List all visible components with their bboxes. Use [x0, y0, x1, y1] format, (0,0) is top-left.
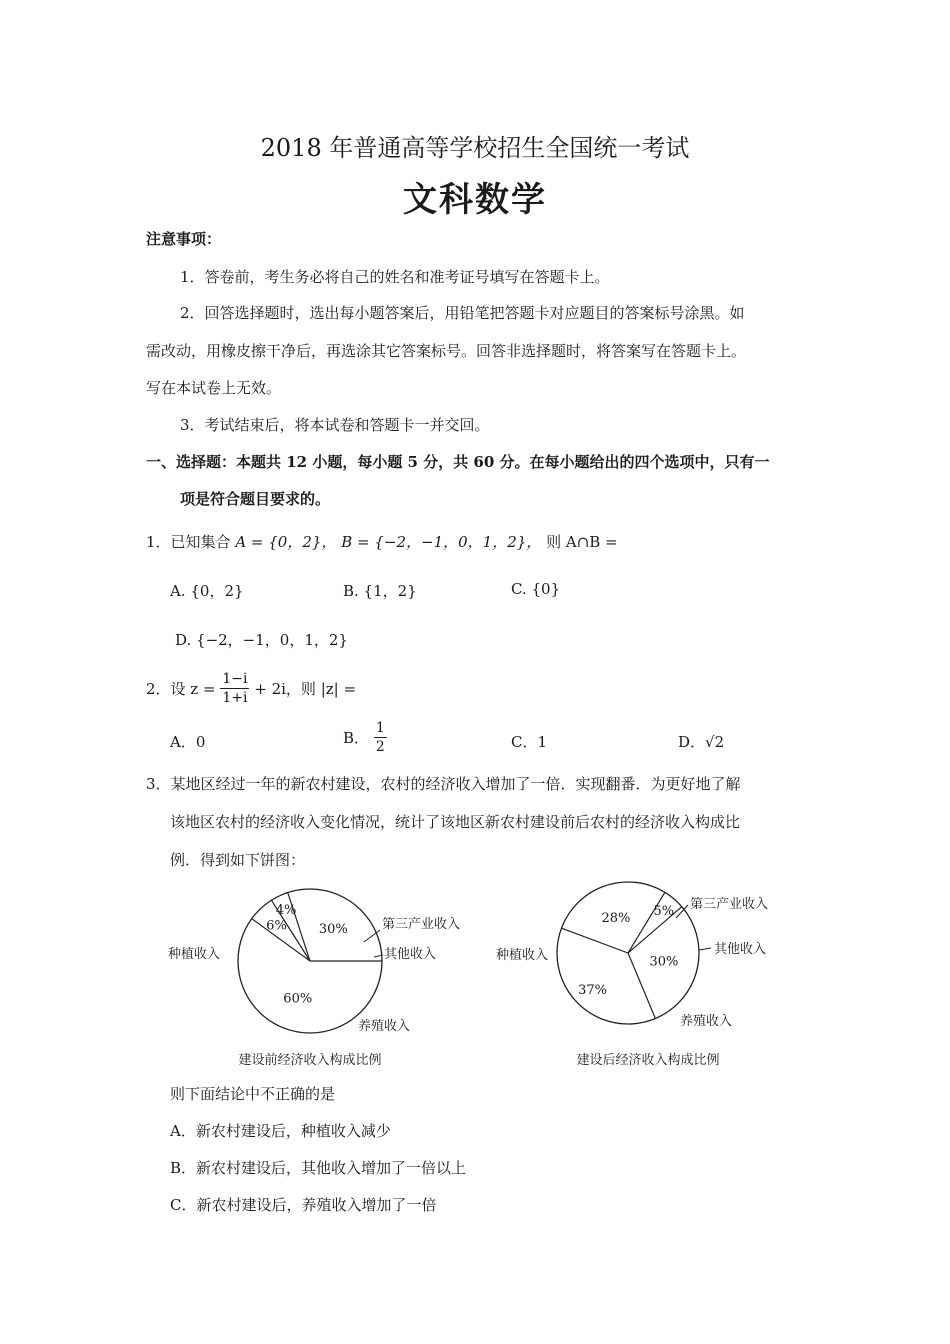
question-2-option-d: D．√2 — [678, 733, 725, 751]
question-3-option-b: B．新农村建设后，其他收入增加了一倍以上 — [170, 1159, 467, 1177]
question-1-set-a: A = {0，2}， — [235, 533, 337, 551]
exam-title: 2018 年普通高等学校招生全国统一考试 — [260, 134, 690, 162]
pie-after-category-2: 其他收入 — [714, 942, 767, 957]
question-2-option-b-fraction — [374, 719, 387, 756]
pie-after-category-1: 第三产业收入 — [690, 897, 769, 912]
question-2-option-b — [343, 719, 387, 756]
question-3-line-3: 例．得到如下饼图： — [170, 851, 306, 869]
section-heading-line-1: 一、选择题：本题共 12 小题，每小题 5 分，共 60 分。在每小题给出的四个选项中，只有一 — [146, 453, 770, 471]
question-1-set-b: B = {−2，−1，0，1，2}， — [341, 533, 542, 551]
question-3-option-a: A．新农村建设后，种植收入减少 — [170, 1122, 391, 1140]
pie-before-slice-label-0: 60% — [283, 991, 313, 1007]
question-2-option-a: A．0 — [170, 733, 206, 751]
section-heading-line-2: 项是符合题目要求的。 — [180, 490, 331, 508]
pie-before-category-3: 养殖收入 — [358, 1019, 411, 1034]
pie-before-category-2: 其他收入 — [384, 947, 437, 962]
pie-before-category-0: 种植收入 — [168, 947, 221, 962]
pie-after-slice-label-2: 5% — [653, 903, 675, 919]
note-item-3: 3．考试结束后，将本试卷和答题卡一并交回。 — [180, 416, 490, 434]
pie-before-category-1: 第三产业收入 — [382, 917, 461, 932]
note-item-2-line-2: 需改动，用橡皮擦干净后，再选涂其它答案标号。回答非选择题时，将答案写在答题卡上。 — [146, 342, 747, 360]
note-item-2-line-1: 2．回答选择题时，选出每小题答案后，用铅笔把答题卡对应题目的答案标号涂黑。如 — [180, 304, 745, 322]
pie-before-slice-label-3: 30% — [318, 921, 348, 937]
question-2-option-c: C．1 — [511, 733, 548, 751]
question-3-line-2: 该地区农村的经济收入变化情况，统计了该地区新农村建设前后农村的经济收入构成比 — [170, 813, 741, 831]
question-2-option-b-label: B． — [343, 729, 370, 747]
question-1-option-b: B. {1，2} — [343, 582, 417, 600]
pie-after-slice-divider-2 — [628, 892, 665, 953]
pie-after-title: 建设后经济收入构成比例 — [576, 1053, 720, 1068]
question-2-prefix: 2．设 z = — [146, 680, 216, 698]
note-item-1: 1．答卷前，考生务必将自己的姓名和准考证号填写在答题卡上。 — [180, 268, 610, 286]
pie-before-title: 建设前经济收入构成比例 — [238, 1053, 382, 1068]
pie-after-slice-label-0: 37% — [578, 982, 608, 998]
question-2-denominator: 1+i — [222, 690, 248, 706]
pie-chart-after — [480, 868, 810, 1078]
subject-title: 文科数学 — [403, 180, 547, 220]
question-1-option-c: C. {0} — [511, 580, 561, 598]
pie-after-slice-divider-1 — [561, 928, 628, 953]
question-1-prefix: 1．已知集合 — [146, 533, 231, 551]
question-2-option-b-denominator: 2 — [375, 739, 385, 755]
question-1-option-a: A. {0，2} — [170, 582, 244, 600]
question-2-fraction — [220, 670, 249, 707]
question-3-line-1: 3．某地区经过一年的新农村建设，农村的经济收入增加了一倍．实现翻番．为更好地了解 — [146, 775, 741, 793]
question-2-option-b-numerator: 1 — [375, 720, 385, 736]
pie-after-leader-line-2 — [699, 948, 711, 950]
pie-after-slice-label-3: 30% — [649, 954, 679, 970]
question-2-suffix: + 2i，则 |z| = — [254, 680, 357, 698]
question-3-option-c: C．新农村建设后，养殖收入增加了一倍 — [170, 1196, 437, 1214]
pie-before-slice-label-1: 6% — [266, 918, 287, 934]
question-2-stem — [146, 670, 356, 707]
question-1-ask: 则 A∩B = — [546, 533, 618, 551]
pie-after-category-0: 种植收入 — [496, 948, 549, 963]
question-1-option-d: D. {−2，−1，0，1，2} — [175, 631, 348, 649]
question-2-numerator: 1−i — [222, 671, 248, 687]
question-3-prompt: 则下面结论中不正确的是 — [170, 1085, 336, 1103]
question-1-stem — [146, 531, 618, 552]
notes-heading: 注意事项： — [146, 230, 222, 248]
pie-after-slice-label-1: 28% — [601, 911, 631, 927]
note-item-2-line-3: 写在本试卷上无效。 — [146, 379, 282, 397]
pie-before-slice-label-2: 4% — [275, 903, 297, 919]
pie-after-category-3: 养殖收入 — [680, 1014, 733, 1029]
pie-chart-before — [140, 878, 510, 1078]
